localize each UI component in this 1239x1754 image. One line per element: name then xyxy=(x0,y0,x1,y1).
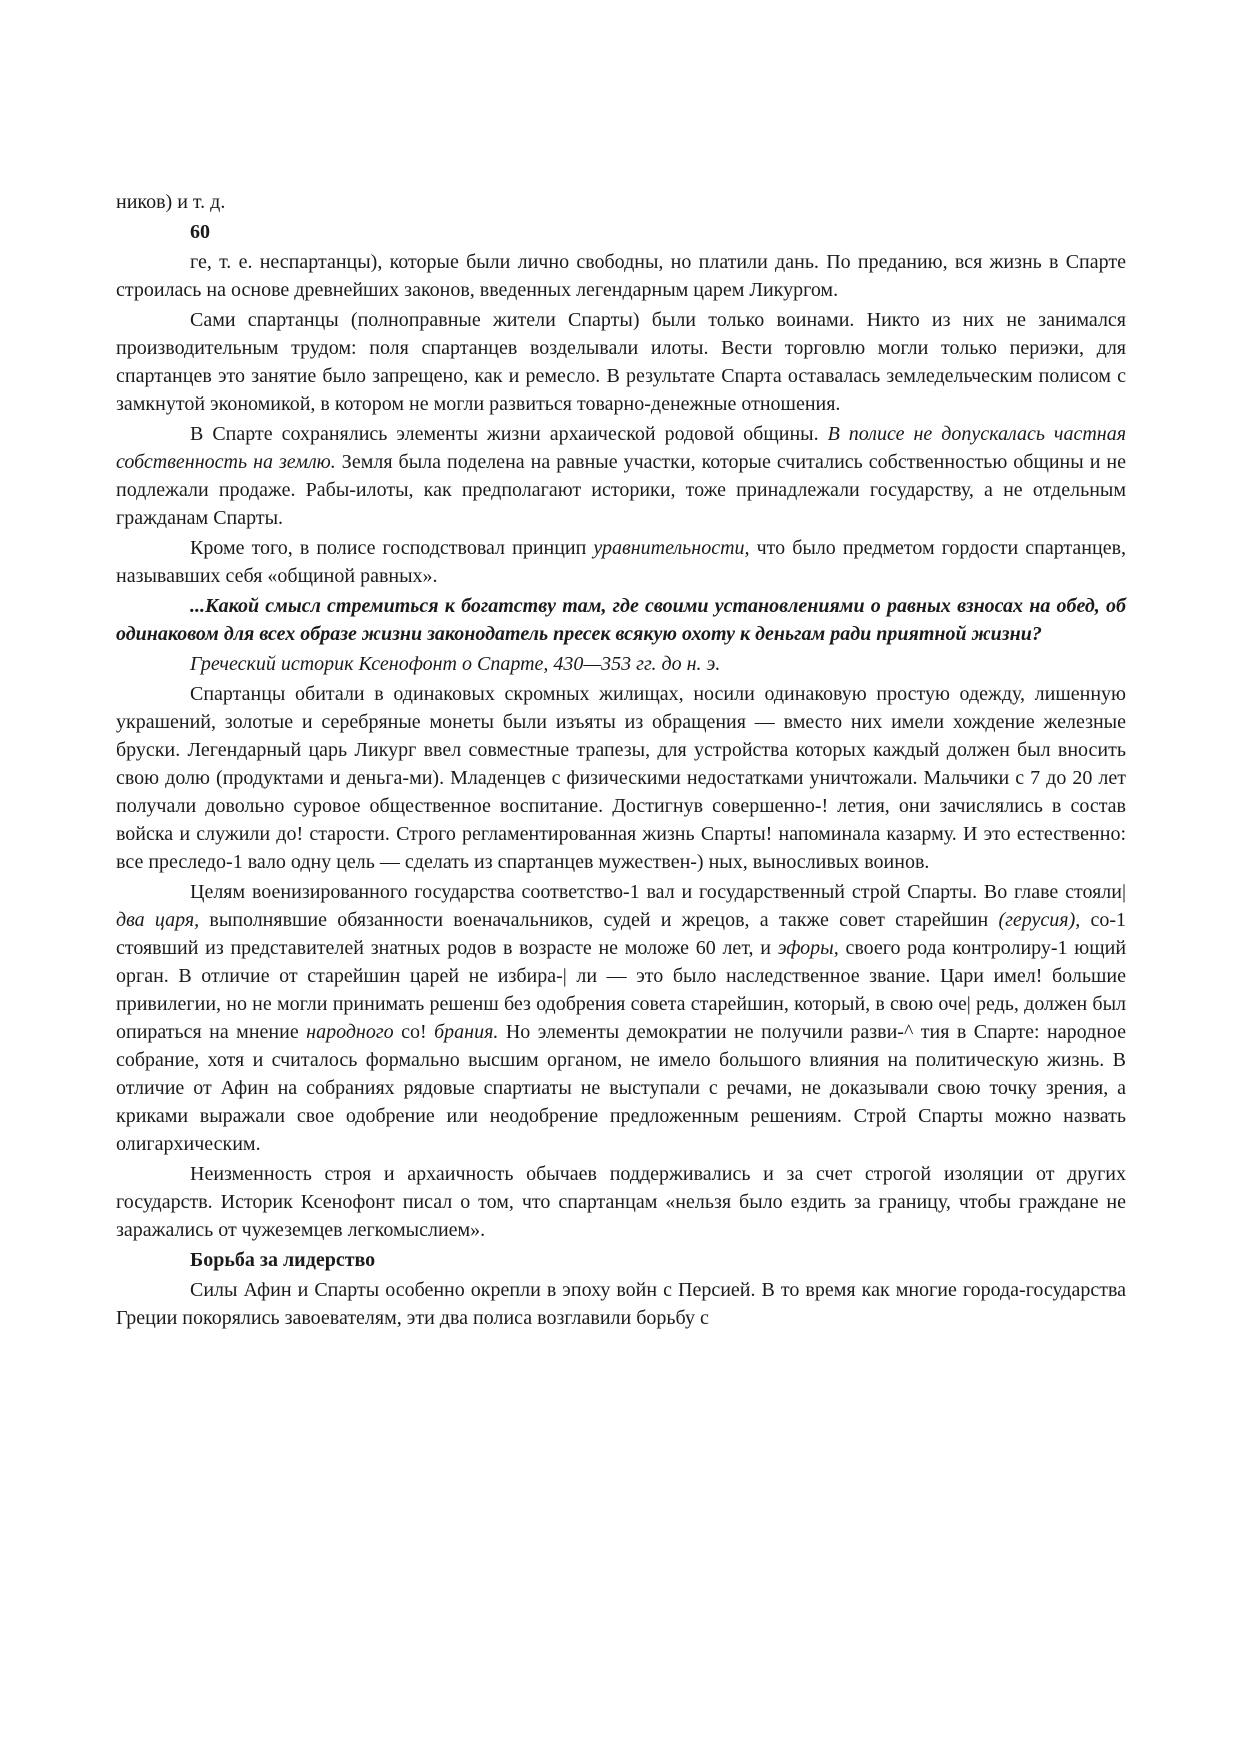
paragraph-3-text-b: Земля была поделена на равные участки, которые считались собственностью общины и не подлежали продаже. Рабы-илоты, как предполагают историки, тоже принадлежали государству, а не отдельным гражданам Спарты. xyxy=(116,451,1127,529)
paragraph-6-text-a: Целям военизированного государства соответство-1 вал и государственный строй Спарты. Во главе стояли| xyxy=(190,881,1126,903)
paragraph-6-text-e: со! xyxy=(401,1021,427,1043)
page-number: 60 xyxy=(190,221,210,243)
paragraph-6 xyxy=(116,878,1126,1158)
paragraph-7: Неизменность строя и архаичность обычаев поддерживались и за счет строгой изоляции от других государств. Историк Ксенофонт писал о том, что спартанцам «нельзя было ездить за границу, чтобы граждане не заражались от чужеземцев легкомыслием». xyxy=(116,1163,1126,1241)
section-heading: Борьба за лидерство xyxy=(190,1249,376,1271)
paragraph-6-text-c: со-1 стоявший из представителей знатных родов в возрасте не моложе 60 лет, и xyxy=(116,909,1127,959)
paragraph-3 xyxy=(116,420,1126,532)
paragraph-6-text-f: Но элементы демократии не получили разви-^ тия в Спарте: народное собрание, хотя и считалось формально высшим органом, не имело большого влияния на политическую жизнь. В отличие от Афин на собраниях рядовые спартиаты не выступали с речами, не доказывали свою точку зрения, а криками выражали свое одобрение или неодобрение предложенным решениям. Строй Спарты можно назвать олигархическим. xyxy=(116,1021,1127,1155)
quote: ...Какой смысл стремиться к богатству там, где своими установлениями о равных взносах на обед, об одинаковом для всех образе жизни законодатель пресек всякую охоту к деньгам ради приятной жизни? xyxy=(116,595,1126,645)
paragraph-8: Силы Афин и Спарты особенно окрепли в эпоху войн с Персией. В то время как многие города-государства Греции покорялись завоевателям, эти два полиса возглавили борьбу с xyxy=(116,1279,1126,1329)
paragraph-6-emphasis-1: два царя, xyxy=(116,909,200,931)
document-page xyxy=(116,188,1126,1334)
paragraph-5: Спартанцы обитали в одинаковых скромных жилищах, носили одинаковую простую одежду, лишенную украшений, золотые и серебряные монеты были изъяты из обращения — вместо них имели хождение железные бруски. Легендарный царь Ликург ввел совместные трапезы, для устройства которых каждый должен был вносить свою долю (продуктами и деньга-ми). Младенцев с физическими недостатками уничтожали. Мальчики с 7 до 20 лет получали довольно суровое общественное воспитание. Достигнув совершенно-! летия, они зачислялись в состав войска и служили до! старости. Строго регламентированная жизнь Спарты! напоминала казарму. И это естественно: все преследо-1 вало одну цель — сделать из спартанцев мужествен-) ных, выносливых воинов. xyxy=(116,683,1126,873)
paragraph-3-emphasis: В полисе не допускалась частная собственность на землю. xyxy=(116,423,1127,473)
paragraph-6-text-b: выполнявшие обязанности военачальников, судей и жрецов, а также совет старейшин xyxy=(209,909,989,931)
paragraph-6-emphasis-3: эфоры, xyxy=(777,937,839,959)
paragraph-4-emphasis: уравнительности, xyxy=(593,537,750,559)
paragraph-6-emphasis-5: брания. xyxy=(434,1021,499,1043)
paragraph-4 xyxy=(116,534,1126,590)
paragraph-3-text-a: В Спарте сохранялись элементы жизни архаической родовой общины. xyxy=(190,423,819,445)
paragraph-4-text-b: что было предметом гордости спартанцев, называвших себя «общиной равных». xyxy=(116,537,1127,587)
paragraph-6-emphasis-4: народного xyxy=(306,1021,394,1043)
paragraph-1: ге, т. е. неспартанцы), которые были лично свободны, но платили дань. По преданию, вся жизнь в Спарте строилась на основе древнейших законов, введенных легендарным царем Ликургом. xyxy=(116,251,1126,301)
paragraph-4-text-a: Кроме того, в полисе господствовал принцип xyxy=(190,537,587,559)
paragraph-6-text-d: своего рода контролиру-1 ющий орган. В отличие от старейшин царей не избира-| ли — это было наследственное звание. Цари имел! большие привилегии, но не могли принимать решенш без одобрения совета старейшин, который, в свою оче| редь, должен был опираться на мнение xyxy=(116,937,1127,1043)
quote-source: Греческий историк Ксенофонт о Спарте, 430—353 гг. до н. э. xyxy=(190,653,721,675)
paragraph-6-emphasis-2: (герусия), xyxy=(998,909,1081,931)
lead-fragment: ников) и т. д. xyxy=(116,191,226,213)
paragraph-2: Сами спартанцы (полноправные жители Спарты) были только воинами. Никто из них не занимался производительным трудом: поля спартанцев возделывали илоты. Вести торговлю могли только периэки, для спартанцев это занятие было запрещено, как и ремесло. В результате Спарта оставалась земледельческим полисом с замкнутой экономикой, в котором не могли развиться товарно-денежные отношения. xyxy=(116,309,1126,415)
